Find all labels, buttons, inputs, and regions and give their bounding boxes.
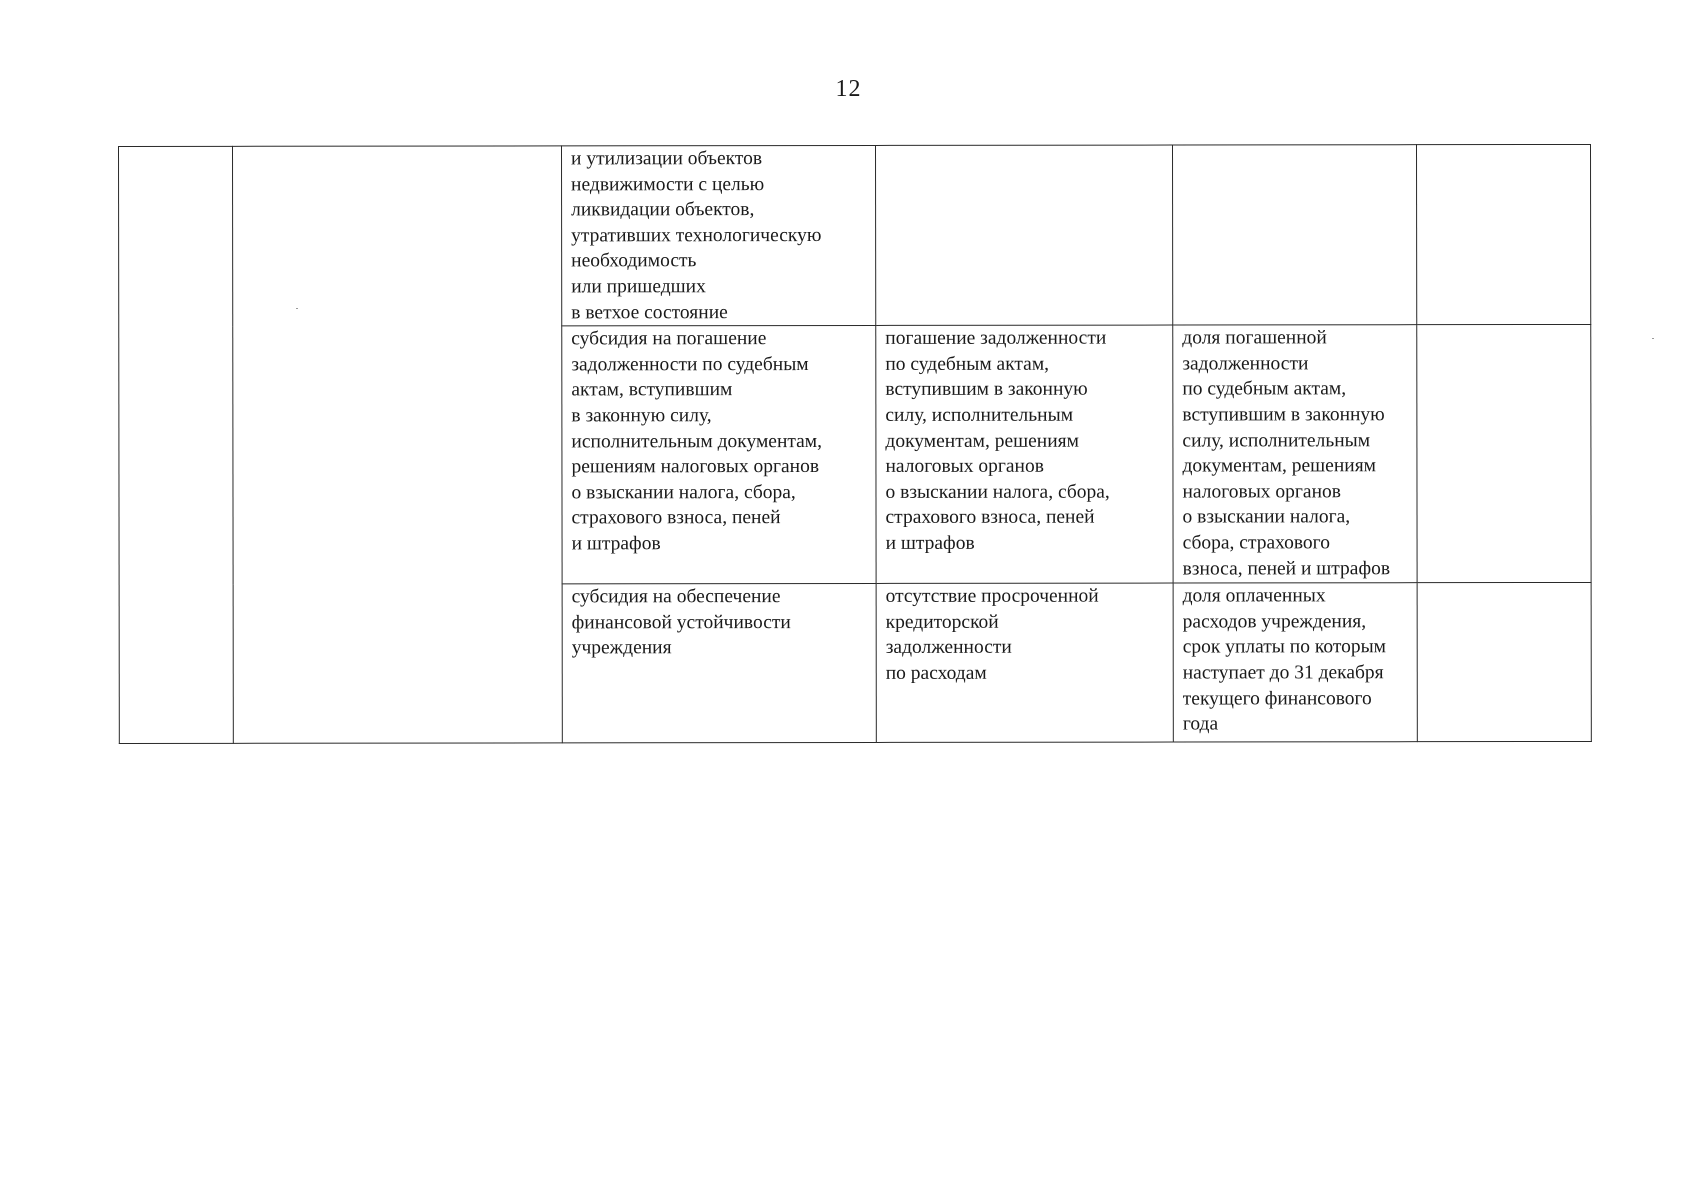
table-row — [119, 144, 1591, 326]
table-cell-indicator — [1172, 145, 1416, 325]
table-cell-result: отсутствие просроченной кредиторской задолженности по расходам — [876, 583, 1173, 742]
table-cell-result: погашение задолженности по судебным актам, вступившим в законную силу, исполнительным документам, решениям налоговых органов о взыскании налога, сбора, страхового взноса, пеней и штрафов — [876, 325, 1173, 583]
table-cell-indicator: доля оплаченных расходов учреждения, срок уплаты по которым наступает до 31 декабря текущего финансового года — [1173, 583, 1417, 742]
scan-speck — [1652, 338, 1654, 339]
table-cell-result — [875, 145, 1172, 326]
page-number: 12 — [835, 76, 862, 102]
table-cell-subsidy: и утилизации объектов недвижимости с целью ликвидации объектов, утративших технологическую необходимость или пришедших в ветхое состояние — [562, 145, 876, 326]
table-cell-number — [119, 146, 234, 743]
document-table — [118, 144, 1592, 744]
table-cell-subsidy: субсидия на обеспечение финансовой устойчивости учреждения — [562, 584, 876, 743]
table-cell-value — [1417, 325, 1591, 583]
table-cell-value — [1416, 144, 1590, 324]
table-cell-indicator: доля погашенной задолженности по судебным актам, вступившим в законную силу, исполнительным документам, решениям налоговых органов о взыскании налога, сбора, страхового взноса, пеней и штрафов — [1173, 325, 1417, 583]
scan-speck — [296, 308, 298, 309]
table-cell-value — [1417, 583, 1591, 742]
table-cell-name — [233, 146, 563, 744]
table-cell-subsidy: субсидия на погашение задолженности по судебным актам, вступившим в законную силу, исполнительным документам, решениям налоговых органов о взыскании налога, сбора, страхового взноса, пеней и штрафов — [562, 326, 876, 584]
